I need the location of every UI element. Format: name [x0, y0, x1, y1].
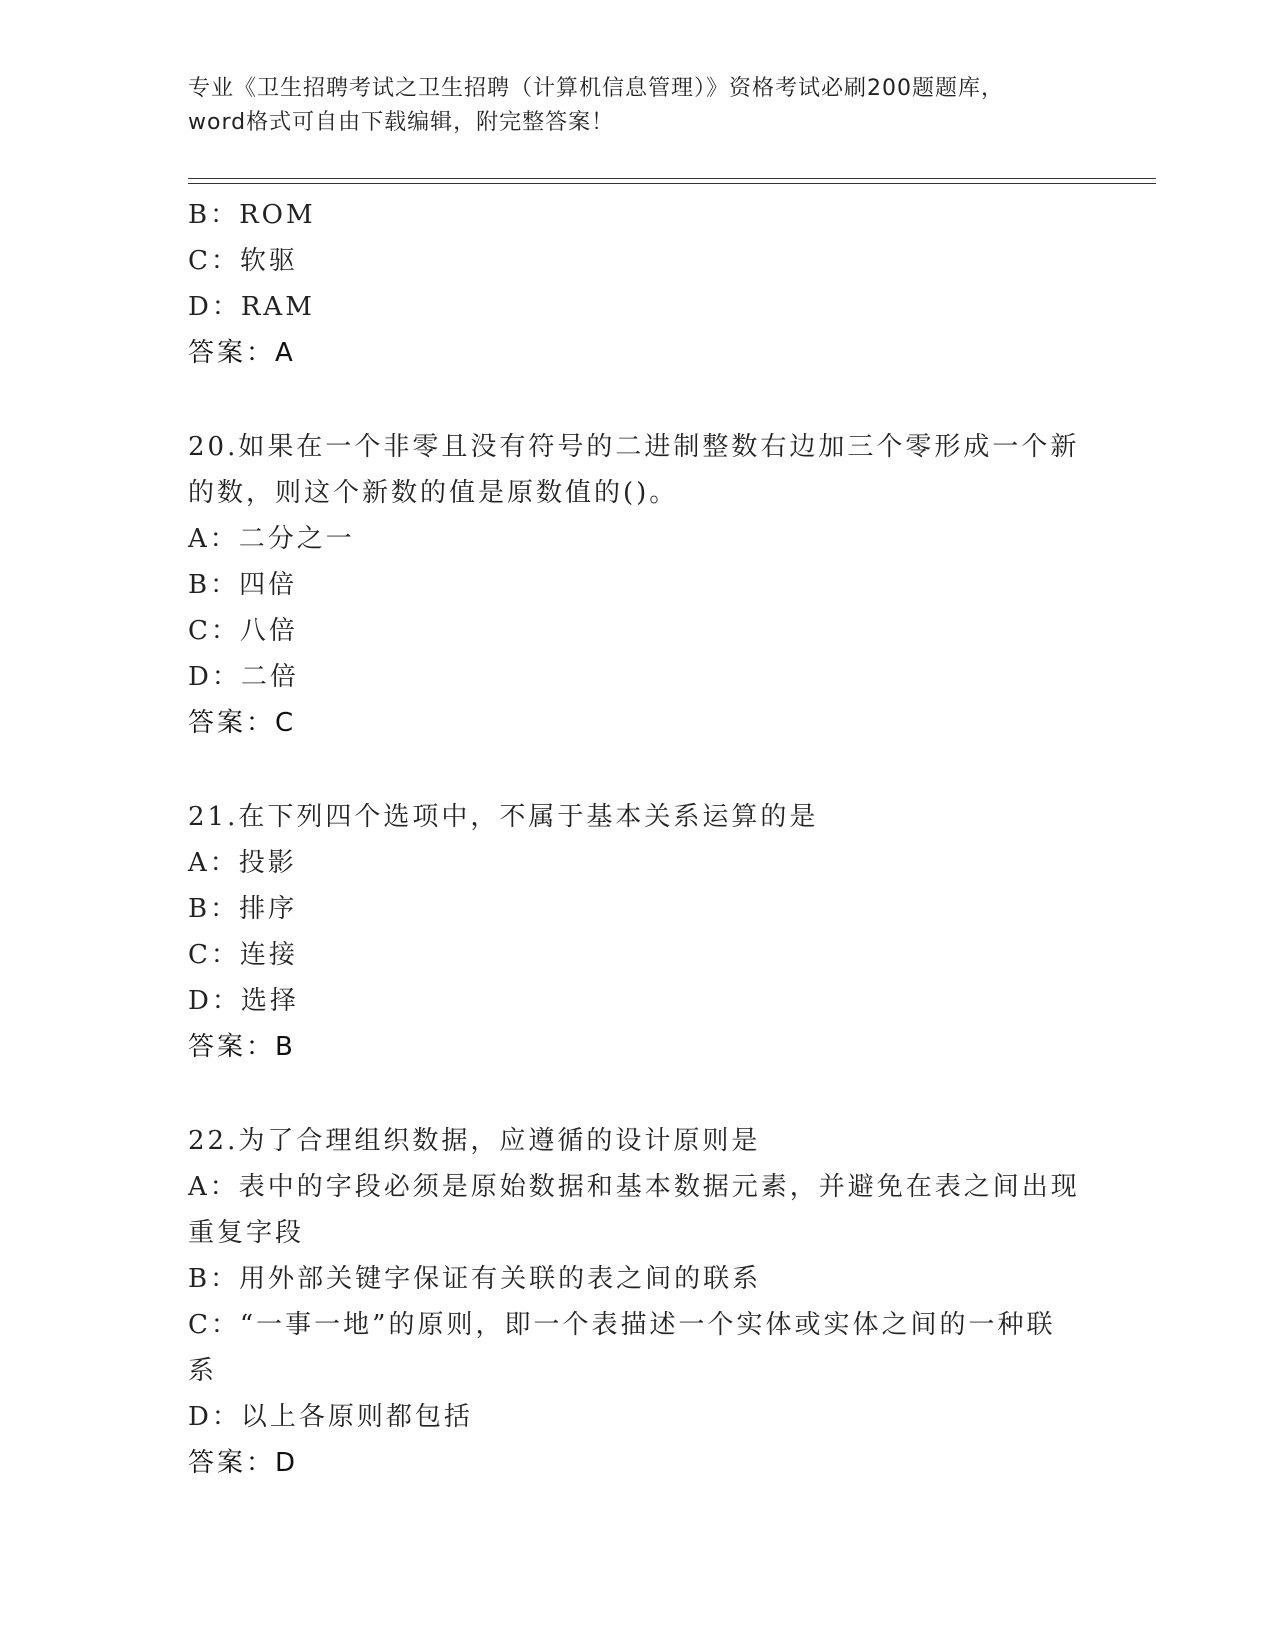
question-content — [188, 192, 1088, 1486]
option-d: D：选择 — [188, 986, 299, 1016]
answer: 答案：D — [188, 1448, 299, 1478]
option-c: C：连接 — [188, 940, 298, 970]
option-b: B：用外部关键字保证有关联的表之间的联系 — [188, 1264, 762, 1294]
document-header — [188, 72, 1068, 140]
header-title-line-2: word格式可自由下载编辑，附完整答案！ — [188, 110, 615, 135]
question-22 — [188, 1118, 1088, 1486]
answer: 答案：C — [188, 708, 297, 738]
question-19-tail — [188, 192, 1088, 376]
option-a: A：二分之一 — [188, 524, 355, 554]
option-c: C：软驱 — [188, 246, 298, 276]
option-d: D：二倍 — [188, 662, 299, 692]
option-b: B：排序 — [188, 894, 298, 924]
answer: 答案：A — [188, 338, 296, 368]
option-b: B：四倍 — [188, 570, 298, 600]
option-b: B：ROM — [188, 200, 316, 230]
question-stem: 22.为了合理组织数据，应遵循的设计原则是 — [188, 1126, 761, 1156]
option-c-continued: 系 — [188, 1356, 218, 1386]
option-a: A：表中的字段必须是原始数据和基本数据元素，并避免在表之间出现 — [188, 1172, 1080, 1202]
option-d: D：RAM — [188, 292, 315, 322]
option-c: C：“一事一地”的原则，即一个表描述一个实体或实体之间的一种联 — [188, 1310, 1056, 1340]
option-c: C：八倍 — [188, 616, 298, 646]
question-21 — [188, 794, 1088, 1070]
option-a-continued: 重复字段 — [188, 1218, 305, 1248]
option-a: A：投影 — [188, 848, 297, 878]
question-stem: 21.在下列四个选项中，不属于基本关系运算的是 — [188, 802, 819, 832]
header-divider-top — [188, 178, 1156, 179]
question-stem-continued: 的数，则这个新数的值是原数值的()。 — [188, 478, 679, 508]
header-divider-bottom — [188, 183, 1156, 184]
option-d: D：以上各原则都包括 — [188, 1402, 473, 1432]
question-20 — [188, 424, 1088, 746]
answer: 答案：B — [188, 1032, 296, 1062]
question-stem: 20.如果在一个非零且没有符号的二进制整数右边加三个零形成一个新 — [188, 432, 1080, 462]
header-title-line-1: 专业《卫生招聘考试之卫生招聘（计算机信息管理）》资格考试必刷200题题库， — [188, 76, 1004, 101]
